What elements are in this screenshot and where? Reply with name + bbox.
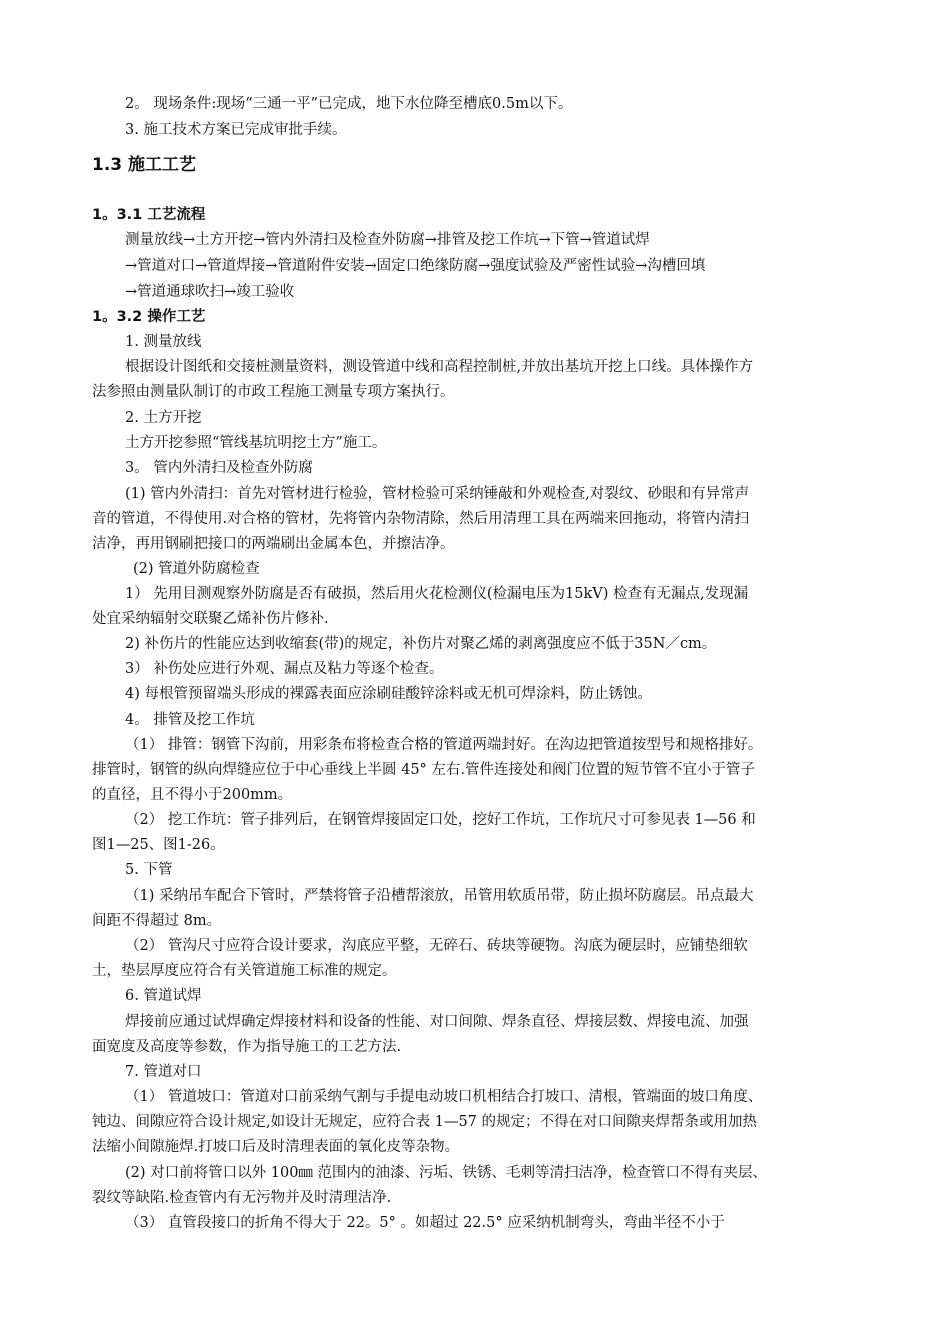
list-item-site-conditions: 2。 现场条件:现场“三通一平”已完成，地下水位降至槽底0.5m以下。: [125, 96, 573, 112]
list-item-approval: 3. 施工技术方案已完成审批手续。: [125, 122, 347, 138]
subsection-heading-1-3-1: 1。3.1 工艺流程: [92, 207, 206, 223]
process-flow-line-2: →管道对口→管道焊接→管道附件安装→固定口绝缘防腐→强度试验及严密性试验→沟槽回填: [125, 258, 706, 274]
paragraph-line: 法缩小间隙施焊.打坡口后及时清理表面的氧化皮等杂物。: [92, 1139, 460, 1155]
paragraph-line: （1） 排管：钢管下沟前，用彩条布将检查合格的管道两端封好。在沟边把管道按型号和规格排好。: [125, 737, 763, 753]
paragraph-line: 土，垫层厚度应符合有关管道施工标准的规定。: [92, 963, 397, 979]
paragraph-line: 处宜采纳辐射交联聚乙烯补伤片修补.: [92, 611, 329, 627]
subsection-heading-1-3-2: 1。3.2 操作工艺: [92, 309, 206, 325]
step-heading-pipe-laying: 4。 排管及挖工作坑: [125, 712, 255, 728]
paragraph-line: 音的管道，不得使用.对合格的管材，先将管内杂物清除，然后用清理工具在两端来回拖动，将管内清扫: [92, 511, 750, 527]
paragraph-line: (1) 管内外清扫：首先对管材进行检验，管材检验可采纳锤敲和外观检查,对裂纹、砂眼和有异常声: [125, 486, 750, 502]
paragraph-line: （1） 管道坡口：管道对口前采纳气割与手提电动坡口机相结合打坡口、清根，管端面的坡口角度、: [125, 1089, 763, 1105]
paragraph-line: （3） 直管段接口的折角不得大于 22。5° 。如超过 22.5° 应采纳机制弯头，弯曲半径不小于: [125, 1215, 725, 1231]
process-flow-line-3: →管道通球吹扫→竣工验收: [125, 284, 295, 300]
step-heading-cleaning: 3。 管内外清扫及检查外防腐: [125, 460, 313, 476]
paragraph-line: 1） 先用目测观察外防腐是否有破损，然后用火花检测仪(检漏电压为15kV) 检查有无漏点,发现漏: [125, 586, 749, 602]
paragraph-line: 焊接前应通过试焊确定焊接材料和设备的性能、对口间隙、焊条直径、焊接层数、焊接电流、加强: [125, 1014, 749, 1030]
paragraph-line: 土方开挖参照“管线基坑明挖土方”施工。: [125, 435, 387, 451]
paragraph-line: 间距不得超过 8m。: [92, 913, 222, 929]
paragraph-line: （1) 采纳吊车配合下管时，严禁将管子沿槽帮滚放，吊管用软质吊带，防止损坏防腐层。吊点最大: [125, 888, 754, 904]
process-flow-line-1: 测量放线→土方开挖→管内外清扫及检查外防腐→排管及挖工作坑→下管→管道试焊: [125, 232, 650, 248]
paragraph-line: 根据设计图纸和交接桩测量资料，测设管道中线和高程控制桩,并放出基坑开挖上口线。具体操作方: [125, 359, 754, 375]
item-heading: (2) 管道外防腐检查: [133, 561, 260, 577]
step-heading-excavation: 2. 土方开挖: [125, 410, 202, 426]
step-heading-lowering: 5. 下管: [125, 862, 173, 878]
section-heading-1-3: 1.3 施工工艺: [92, 155, 197, 175]
paragraph-line: 法参照由测量队制订的市政工程施工测量专项方案执行。: [92, 384, 455, 400]
paragraph-line: 排管时，钢管的纵向焊缝应位于中心垂线上半圆 45° 左右.管件连接处和阀门位置的短节管不宜小于管子: [92, 762, 756, 778]
paragraph-line: 4) 每根管预留端头形成的裸露表面应涂刷硅酸锌涂料或无机可焊涂料，防止锈蚀。: [125, 686, 652, 702]
paragraph-line: 裂纹等缺陷.检查管内有无污物并及时清理洁净.: [92, 1190, 392, 1206]
paragraph-line: 面宽度及高度等参数，作为指导施工的工艺方法.: [92, 1039, 402, 1055]
paragraph-line: 2) 补伤片的性能应达到收缩套(带)的规定，补伤片对聚乙烯的剥离强度应不低于35N／cm。: [125, 636, 717, 652]
paragraph-line: 洁净，再用钢刷把接口的两端刷出金属本色，并擦洁净。: [92, 536, 455, 552]
step-heading-survey: 1. 测量放线: [125, 334, 202, 350]
step-heading-trial-welding: 6. 管道试焊: [125, 988, 202, 1004]
paragraph-line: 图1—25、图1-26。: [92, 837, 225, 853]
paragraph-line: (2) 对口前将管口以外 100㎜ 范围内的油漆、污垢、铁锈、毛刺等清扫洁净，检查管口不得有夹层、: [125, 1165, 768, 1181]
paragraph-line: （2） 挖工作坑：管子排列后，在钢管焊接固定口处，挖好工作坑，工作坑尺寸可参见表 1—56 和: [125, 812, 756, 828]
step-heading-alignment: 7. 管道对口: [125, 1064, 202, 1080]
paragraph-line: 的直径，且不得小于200mm。: [92, 787, 293, 803]
paragraph-line: 3） 补伤处应进行外观、漏点及粘力等逐个检查。: [125, 661, 444, 677]
paragraph-line: 钝边、间隙应符合设计规定,如设计无规定，应符合表 1—57 的规定；不得在对口间隙夹焊帮条或用加热: [92, 1114, 757, 1130]
paragraph-line: （2） 管沟尺寸应符合设计要求，沟底应平整，无碎石、砖块等硬物。沟底为硬层时，应铺垫细软: [125, 938, 748, 954]
